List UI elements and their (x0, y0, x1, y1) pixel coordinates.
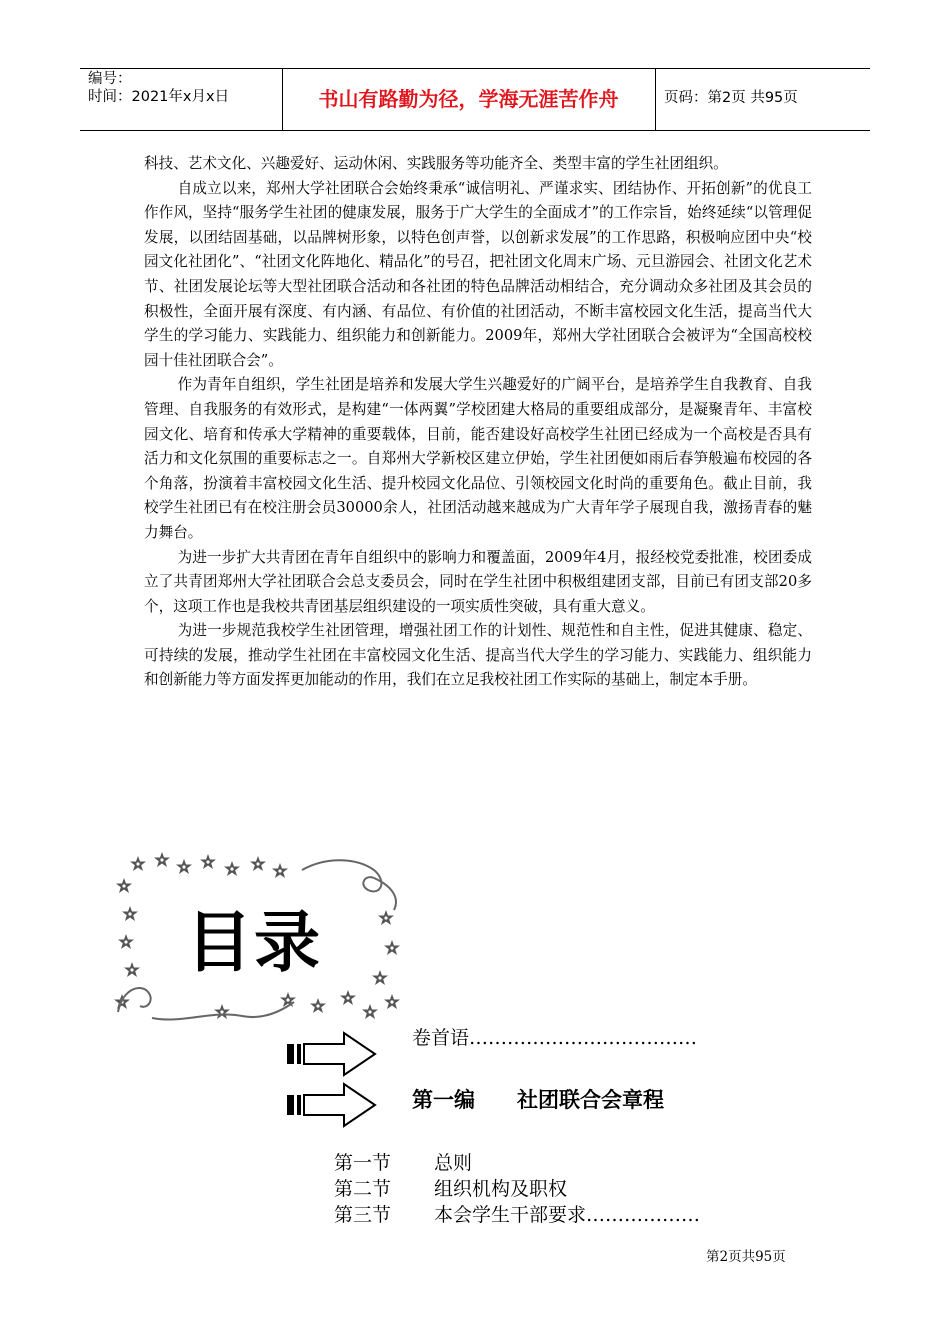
paragraph-5: 为进一步规范我校学生社团管理，增强社团工作的计划性、规范性和自主性，促进其健康、稳定、可持续的发展，推动学生社团在丰富校园文化生活、提高当代大学生的学习能力、实践能力、组织能力和创新能力等方面发挥更加能动的作用，我们在立足我校社团工作实际的基础上，制定本手册。 (144, 622, 812, 689)
toc-part-heading (412, 1085, 664, 1115)
header-page-info: 页码：第2页 共95页 (664, 90, 798, 106)
arrow-right-icon (286, 1081, 378, 1129)
header-top-rule (80, 68, 870, 69)
footer-page-number: 第2页共95页 (706, 1249, 786, 1265)
paragraph-3: 作为青年自组织，学生社团是培养和发展大学生兴趣爱好的广阔平台，是培养学生自我教育、自我管理、自我服务的有效形式，是构建“一体两翼”学校团建大格局的重要组成部分，是凝聚青年、丰富校园文化、培育和传承大学精神的重要载体，目前，能否建设好高校学生社团已经成为一个高校是否具有活力和文化氛围的重要标志之一。自郑州大学新校区建立伊始，学生社团便如雨后春笋般遍布校园的各个角落，扮演着丰富校园文化生活、提升校园文化品位、引领校园文化时尚的重要角色。截止目前，我校学生社团已有在校注册会员30000余人，社团活动越来越成为广大青年学子展现自我，激扬青春的魅力舞台。 (144, 376, 812, 541)
toc-part-number: 第一编 (412, 1088, 475, 1112)
header-meta (88, 70, 229, 106)
paragraph-2: 自成立以来，郑州大学社团联合会始终秉承“诚信明礼、严谨求实、团结协作、开拓创新”的优良工作作风，坚持“服务学生社团的健康发展，服务于广大学生的全面成才”的工作宗旨，始终延续“以管理促发展，以团结固基础，以品牌树形象，以特色创声誉，以创新求发展”的工作思路，积极响应团中央“校园文化社团化”、“社团文化阵地化、精品化”的号召，把社团文化周末广场、元旦游园会、社团文化艺术节、社团发展论坛等大型社团联合活动和各社团的特色品牌活动相结合，充分调动众多社团及其会员的积极性，全面开展有深度、有内涵、有品位、有价值的社团活动，不断丰富校园文化生活，提高当代大学生的学习能力、实践能力、组织能力和创新能力。2009年，郑州大学社团联合会被评为“全国高校校园十佳社团联合会”。 (144, 179, 812, 369)
paragraph-4: 为进一步扩大共青团在青年自组织中的影响力和覆盖面，2009年4月，报经校党委批准，校团委成立了共青团郑州大学社团联合会总支委员会，同时在学生社团中积极组建团支部，目前已有团支部20多个，这项工作也是我校共青团基层组织建设的一项实质性突破，具有重大意义。 (144, 548, 812, 615)
header-divider-2 (655, 68, 656, 130)
toc-section (334, 1202, 700, 1228)
toc-title: 目录 (186, 904, 322, 981)
paragraph-1: 科技、艺术文化、兴趣爱好、运动休闲、实践服务等功能齐全、类型丰富的学生社团组织。 (144, 155, 728, 172)
toc-section-number: 第二节 (334, 1178, 392, 1200)
toc-section (334, 1150, 472, 1176)
toc-preface: 卷首语……………………………… (412, 1027, 698, 1049)
toc-section-title: 总则 (434, 1152, 473, 1174)
toc-section-number: 第一节 (334, 1152, 392, 1174)
header-time-label: 时间：2021年x月x日 (88, 89, 230, 105)
toc-section-title: 组织机构及职权 (434, 1178, 568, 1200)
toc-part-title: 社团联合会章程 (517, 1088, 664, 1112)
body-text (144, 152, 812, 693)
toc-section (334, 1176, 567, 1202)
header-number-label: 编号： (88, 71, 132, 87)
arrow-right-icon (286, 1030, 378, 1078)
toc-section-number: 第三节 (334, 1204, 392, 1226)
page-header (80, 68, 870, 130)
header-bottom-rule (80, 130, 870, 131)
header-motto: 书山有路勤为径，学海无涯苦作舟 (318, 87, 619, 111)
toc-section-title: 本会学生干部要求……………… (434, 1204, 701, 1226)
